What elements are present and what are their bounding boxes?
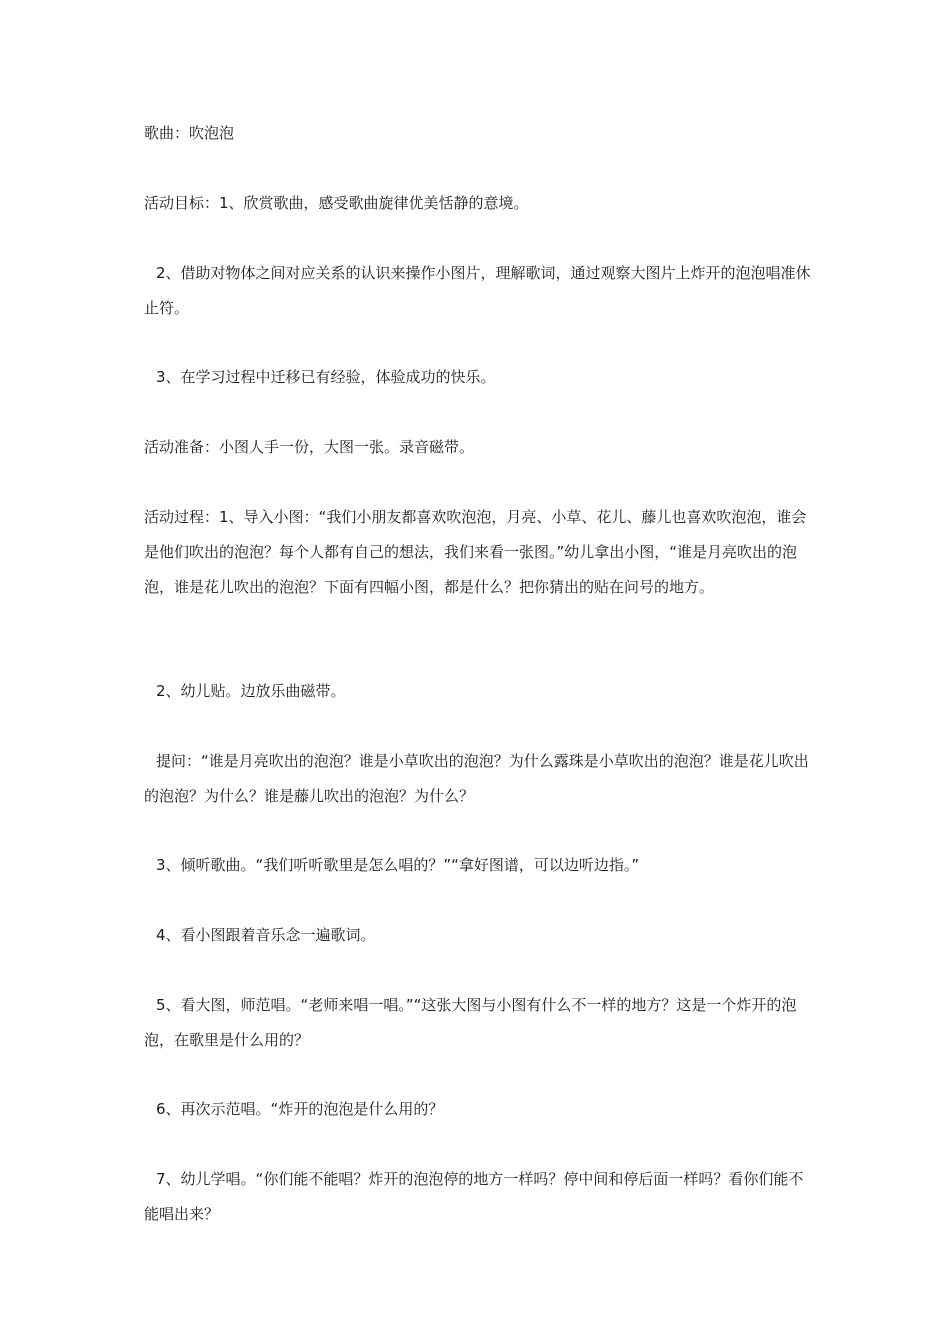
process-step-6: 6、再次示范唱。“炸开的泡泡是什么用的？	[156, 1100, 444, 1118]
process-step-5: 5、看大图，师范唱。“老师来唱一唱。”“这张大图与小图有什么不一样的地方？这是一个炸开的泡泡，在歌里是什么用的？	[144, 996, 797, 1049]
goal-1: 活动目标：1、欣赏歌曲，感受歌曲旋律优美恬静的意境。	[144, 194, 529, 212]
question-block: 提问：“谁是月亮吹出的泡泡？谁是小草吹出的泡泡？为什么露珠是小草吹出的泡泡？谁是花儿吹出的泡泡？为什么？谁是藤儿吹出的泡泡？为什么？	[144, 752, 809, 805]
preparation: 活动准备：小图人手一份，大图一张。录音磁带。	[144, 438, 475, 456]
goal-2: 2、借助对物体之间对应关系的认识来操作小图片，理解歌词，通过观察大图片上炸开的泡泡唱准休止符。	[144, 264, 811, 317]
process-step-2: 2、幼儿贴。边放乐曲磁带。	[156, 682, 346, 700]
process-step-7: 7、幼儿学唱。“你们能不能唱？炸开的泡泡停的地方一样吗？停中间和停后面一样吗？看你们能不能唱出来？	[144, 1170, 804, 1223]
goal-3: 3、在学习过程中迁移已有经验，体验成功的快乐。	[156, 368, 496, 386]
song-title: 歌曲：吹泡泡	[144, 124, 235, 142]
process-step-1: 活动过程：1、导入小图：“我们小朋友都喜欢吹泡泡，月亮、小草、花儿、藤儿也喜欢吹泡泡，谁会是他们吹出的泡泡？每个人都有自己的想法，我们来看一张图。”幼儿拿出小图，“谁是月亮吹出的泡泡，谁是花儿吹出的泡泡？下面有四幅小图，都是什么？把你猜出的贴在问号的地方。	[144, 508, 807, 596]
process-step-3: 3、倾听歌曲。“我们听听歌里是怎么唱的？”“拿好图谱，可以边听边指。”	[156, 856, 640, 874]
process-step-4: 4、看小图跟着音乐念一遍歌词。	[156, 926, 376, 944]
